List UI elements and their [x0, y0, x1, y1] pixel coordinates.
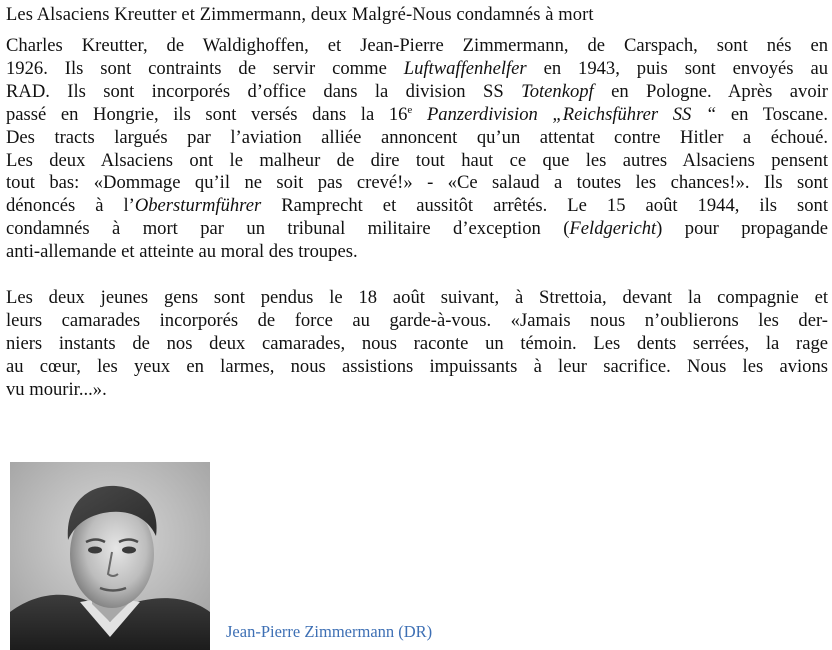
italic-term: Panzerdivision „Reichsführer SS “: [426, 103, 717, 125]
italic-term: Feldgericht: [569, 218, 657, 240]
text-line: Les deux jeunes gens sont pendus le 18 août suivant, à Strettoia, devant la compagnie et: [6, 287, 828, 309]
text-line: 1926. Ils sont contraints de servir comme Luftwaffenhelfer en 1943, puis sont envoyés au: [6, 57, 828, 79]
italic-term: Obersturmführer: [134, 195, 262, 217]
paragraph-2: [6, 287, 828, 402]
photo-caption: Jean-Pierre Zimmermann (DR): [226, 622, 433, 641]
text-line: condamnés à mort par un tribunal militaire d’exception (Feldgericht) pour propagande: [6, 218, 828, 240]
article-title: Les Alsaciens Kreutter et Zimmermann, deux Malgré-Nous condamnés à mort: [6, 5, 594, 25]
text-line: anti-allemande et atteinte au moral des troupes.: [6, 241, 358, 263]
superscript: e: [407, 103, 413, 116]
italic-term: Luftwaffenhelfer: [403, 57, 527, 79]
text-line: au cœur, les yeux en larmes, nous assistions impuissants à leur sacrifice. Nous les avions: [6, 355, 828, 377]
portrait-image: [10, 462, 210, 650]
text-line: leurs camarades incorporés de force au garde-à-vous. «Jamais nous n’oublierons les der-: [6, 309, 828, 331]
italic-term: Totenkopf: [521, 80, 594, 102]
article: [6, 4, 828, 425]
text-line: vu mourir...».: [6, 378, 107, 400]
text-line: tout bas: «Dommage qu’il ne soit pas crevé!» - «Ce salaud a toutes les chances!». Ils sont: [6, 172, 828, 194]
text-line: RAD. Ils sont incorporés d’office dans la division SS Totenkopf en Pologne. Après avoir: [6, 80, 829, 102]
text-line: passé en Hongrie, ils sont versés dans la 16e Panzerdivision „Reichsführer SS “ en Toscane.: [6, 103, 828, 125]
text-line: Charles Kreutter, de Waldighoffen, et Jean-Pierre Zimmermann, de Carspach, sont nés en: [6, 35, 828, 56]
text-line: Des tracts largués par l’aviation alliée annoncent qu’un attentat contre Hitler a échoué.: [6, 126, 828, 148]
text-line: dénoncés à l’Obersturmführer Ramprecht et aussitôt arrêtés. Le 15 août 1944, ils sont: [6, 195, 828, 217]
text-line: niers instants de nos deux camarades, nous raconte un témoin. Les dents serrées, la rage: [6, 332, 828, 354]
text-line: Les deux Alsaciens ont le malheur de dire tout haut ce que les autres Alsaciens pensent: [6, 149, 828, 171]
portrait-photo: [10, 462, 210, 650]
paragraph-1: [6, 35, 828, 264]
